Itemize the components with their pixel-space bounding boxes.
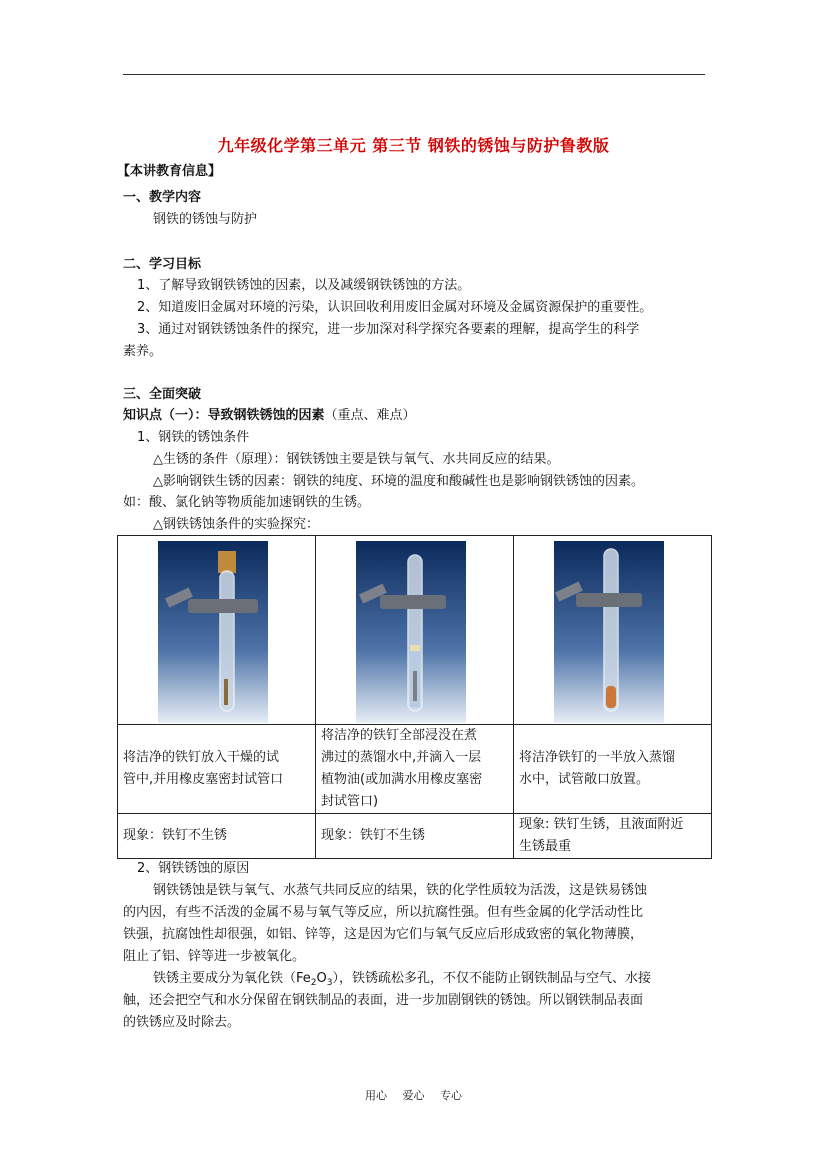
setup-cell-1: [118, 725, 316, 814]
condition-1: △生锈的条件（原理）：钢铁锈蚀主要是铁与氧气、水共同反应的结果。: [153, 452, 560, 467]
section-1-heading: 一、教学内容: [123, 190, 202, 205]
setup-2-line-2: 沸过的蒸馏水中,并滴入一层: [321, 750, 482, 765]
knowledge-point-title: 知识点（一）：导致钢铁锈蚀的因素: [123, 408, 325, 423]
photo-row: [118, 536, 712, 725]
setup-2-line-3: 植物油(或加满水用橡皮塞密: [321, 772, 483, 787]
subsection-2: 2、钢铁锈蚀的原因: [137, 861, 250, 876]
paragraph-2-pre: 铁锈主要成分为氧化铁（Fe: [153, 971, 311, 986]
knowledge-point-note: （重点、难点）: [324, 408, 416, 423]
paragraph-2-line-2: 触，还会把空气和水分保留在钢铁制品的表面，进一步加剧钢铁的锈蚀。所以钢铁制品表面: [123, 993, 644, 1008]
setup-2-line-1: 将洁净的铁钉全部浸没在煮: [321, 728, 478, 743]
setup-1-line-2: 管中,并用橡皮塞密封试管口: [123, 772, 284, 787]
dry-tube-photo: [158, 541, 268, 723]
section-2-heading: 二、学习目标: [123, 257, 202, 272]
experiment-table: [117, 535, 712, 859]
setup-3-line-1: 将洁净铁钉的一半放入蒸馏: [519, 750, 676, 765]
subsection-1: 1、钢铁的锈蚀条件: [137, 430, 250, 445]
photo-cell-3: [514, 536, 712, 725]
condition-2-line-2: 如：酸、氯化钠等物质能加速钢铁的生锈。: [123, 495, 371, 510]
goal-1: 1、了解导致钢铁锈蚀的因素，以及减缓钢铁锈蚀的方法。: [137, 278, 471, 293]
setup-cell-3: [514, 725, 712, 814]
header-rule: [123, 74, 705, 75]
paragraph-1-line-1: 钢铁锈蚀是铁与氧气、水蒸气共同反应的结果，铁的化学性质较为活泼，这是铁易锈蚀: [153, 883, 648, 898]
paragraph-1-line-4: 阻止了铝、锌等进一步被氧化。: [123, 949, 306, 964]
half-water-tube-photo: [554, 541, 664, 723]
paragraph-2-line-1: [153, 970, 651, 992]
info-header: 【本讲教育信息】: [117, 164, 222, 179]
oil-water-tube-photo: [356, 541, 466, 723]
result-row: [118, 814, 712, 859]
goal-3-line-2: 素养。: [123, 344, 163, 359]
condition-2-line-1: △影响钢铁生锈的因素：钢铁的纯度、环境的温度和酸碱性也是影响钢铁锈蚀的因素。: [153, 474, 644, 489]
setup-cell-2: [316, 725, 514, 814]
formula-sub-2: 3: [326, 978, 333, 988]
section-1-content: 钢铁的锈蚀与防护: [153, 212, 258, 227]
goal-2: 2、知道废旧金属对环境的污染，认识回收利用废旧金属对环境及金属资源保护的重要性。: [137, 300, 653, 315]
formula-o: O: [316, 971, 327, 986]
page-title: 九年级化学第三单元 第三节 钢铁的锈蚀与防护鲁教版: [217, 136, 610, 155]
result-cell-1: [118, 814, 316, 859]
result-cell-3: [514, 814, 712, 859]
page-footer: 用心 爱心 专心: [365, 1089, 462, 1102]
section-3-heading: 三、全面突破: [123, 387, 202, 402]
paragraph-1-line-2: 的内因，有些不活泼的金属不易与氧气等反应，所以抗腐性强。但有些金属的化学活动性比: [123, 905, 644, 920]
condition-3: △钢铁锈蚀条件的实验探究：: [153, 517, 319, 532]
setup-2-line-4: 封试管口): [321, 794, 379, 809]
result-1-line-1: 现象：铁钉不生锈: [123, 828, 228, 843]
result-3-line-2: 生锈最重: [519, 839, 572, 854]
result-2-line-1: 现象：铁钉不生锈: [321, 828, 426, 843]
paragraph-1-line-3: 铁强，抗腐蚀性却很强，如铝、锌等，这是因为它们与氧气反应后形成致密的氧化物薄膜，: [123, 927, 644, 942]
goal-3-line-1: 3、通过对钢铁锈蚀条件的探究，进一步加深对科学探究各要素的理解，提高学生的科学: [137, 322, 640, 337]
knowledge-point-1: [123, 407, 416, 425]
setup-row: [118, 725, 712, 814]
setup-3-line-2: 水中，试管敞口放置。: [519, 772, 650, 787]
result-3-line-1: 现象: 铁钉生锈，且液面附近: [519, 817, 684, 832]
paragraph-2-line-3: 的铁锈应及时除去。: [123, 1015, 241, 1030]
photo-cell-2: [316, 536, 514, 725]
paragraph-2-post: ），铁锈疏松多孔，不仅不能防止钢铁制品与空气、水接: [332, 971, 651, 986]
photo-cell-1: [118, 536, 316, 725]
result-cell-2: [316, 814, 514, 859]
setup-1-line-1: 将洁净的铁钉放入干燥的试: [123, 750, 280, 765]
formula-sub-1: 2: [310, 978, 317, 988]
